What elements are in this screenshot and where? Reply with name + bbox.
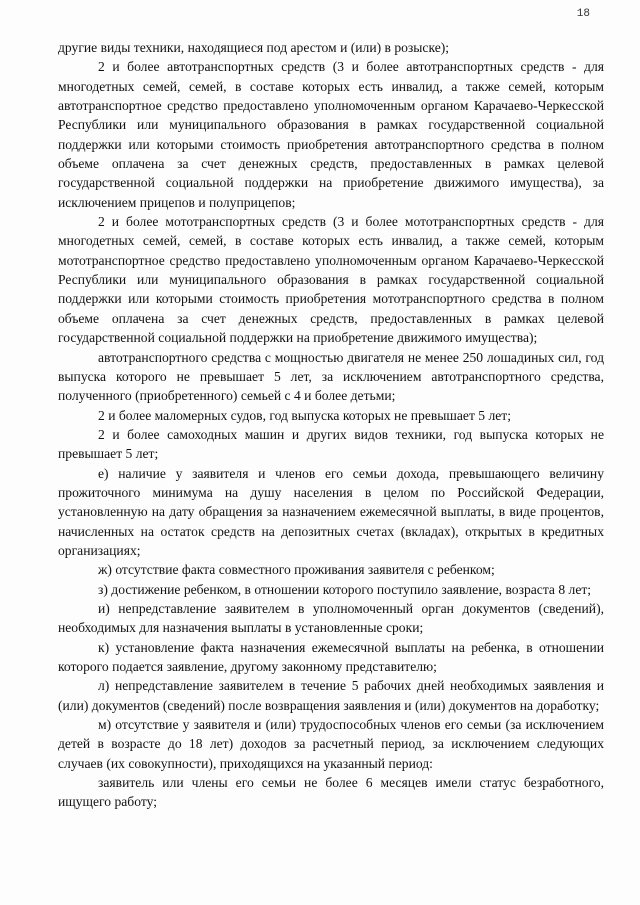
paragraph-unemployed: заявитель или члены его семьи не более 6 месяцев имели статус безработного, ищущего работу; bbox=[58, 775, 604, 810]
paragraph-item-m: м) отсутствие у заявителя и (или) трудоспособных членов его семьи (за исключением детей в возрасте до 18 лет) доходов за расчетный период, за исключением следующих случаев (их совокупности), приходящихся на указанный период: bbox=[58, 717, 604, 771]
paragraph-item-z: з) достижение ребенком, в отношении которого поступило заявление, возраста 8 лет; bbox=[98, 581, 592, 597]
paragraph-engine-power: автотранспортного средства с мощностью двигателя не менее 250 лошадиных сил, год выпуска которого не превышает 5 лет, за исключением автотранспортного средства, полученного (приобретенного) семьей с 4 и более детьми; bbox=[58, 349, 604, 404]
paragraph-self-propelled-machines: 2 и более самоходных машин и других видов техники, год выпуска которых не превышает 5 лет; bbox=[58, 426, 604, 462]
paragraph-item-k: к) установление факта назначения ежемесячной выплаты на ребенка, в отношении которого подается заявление, другому законному представителю; bbox=[58, 639, 604, 674]
paragraph-continuation: другие виды техники, находящиеся под арестом и (или) в розыске); bbox=[58, 40, 450, 55]
paragraph-small-vessels: 2 и более маломерных судов, год выпуска которых не превышает 5 лет; bbox=[98, 407, 512, 423]
paragraph-item-e: е) наличие у заявителя и членов его семьи дохода, превышающего величину прожиточного минимума на душу населения в целом по Российской Федерации, установленную на дату обращения за назначением ежемесячной выплаты, в виде процентов, начисленных на остаток средств на депозитных счетах (вкладах), открытых в кредитных организациях; bbox=[58, 465, 604, 558]
paragraph-item-i: и) непредставление заявителем в уполномоченный орган документов (сведений), необходимых для назначения выплаты в установленные сроки; bbox=[58, 600, 604, 636]
page-number: 18 bbox=[576, 8, 590, 20]
document-body bbox=[58, 38, 604, 812]
paragraph-vehicles: 2 и более автотранспортных средств (3 и более автотранспортных средств - для многодетных семей, семей, в составе которых есть инвалид, а также семей, которым автотранспортное средство предоставлено уполномоченным органом Карачаево-Черкесской Республики или муниципального образования в рамках государственной социальной поддержки или которыми стоимость приобретения автотранспортного средства в полном объеме оплачена за счет денежных средств, предоставленных в рамках целевой государственной социальной поддержки на приобретение движимого имущества), за исключением прицепов и полуприцепов; bbox=[58, 59, 604, 210]
paragraph-item-l: л) непредставление заявителем в течение 5 рабочих дней необходимых заявления и (или) документов (сведений) после возвращения заявления и (или) документов на доработку; bbox=[58, 678, 604, 713]
paragraph-item-zh: ж) отсутствие факта совместного проживания заявителя с ребенком; bbox=[98, 562, 495, 578]
paragraph-motorcycles: 2 и более мототранспортных средств (3 и более мототранспортных средств - для многодетных семей, семей, в составе которых есть инвалид, а также семей, которым мототранспортное средство предоставлено уполномоченным органом Карачаево-Черкесской Республики или муниципального образования в рамках государственной социальной поддержки или которыми стоимость приобретения мототранспортного средства в полном объеме оплачена за счет денежных средств, предоставленных в рамках целевой государственной социальной поддержки на приобретение движимого имущества); bbox=[58, 214, 604, 346]
